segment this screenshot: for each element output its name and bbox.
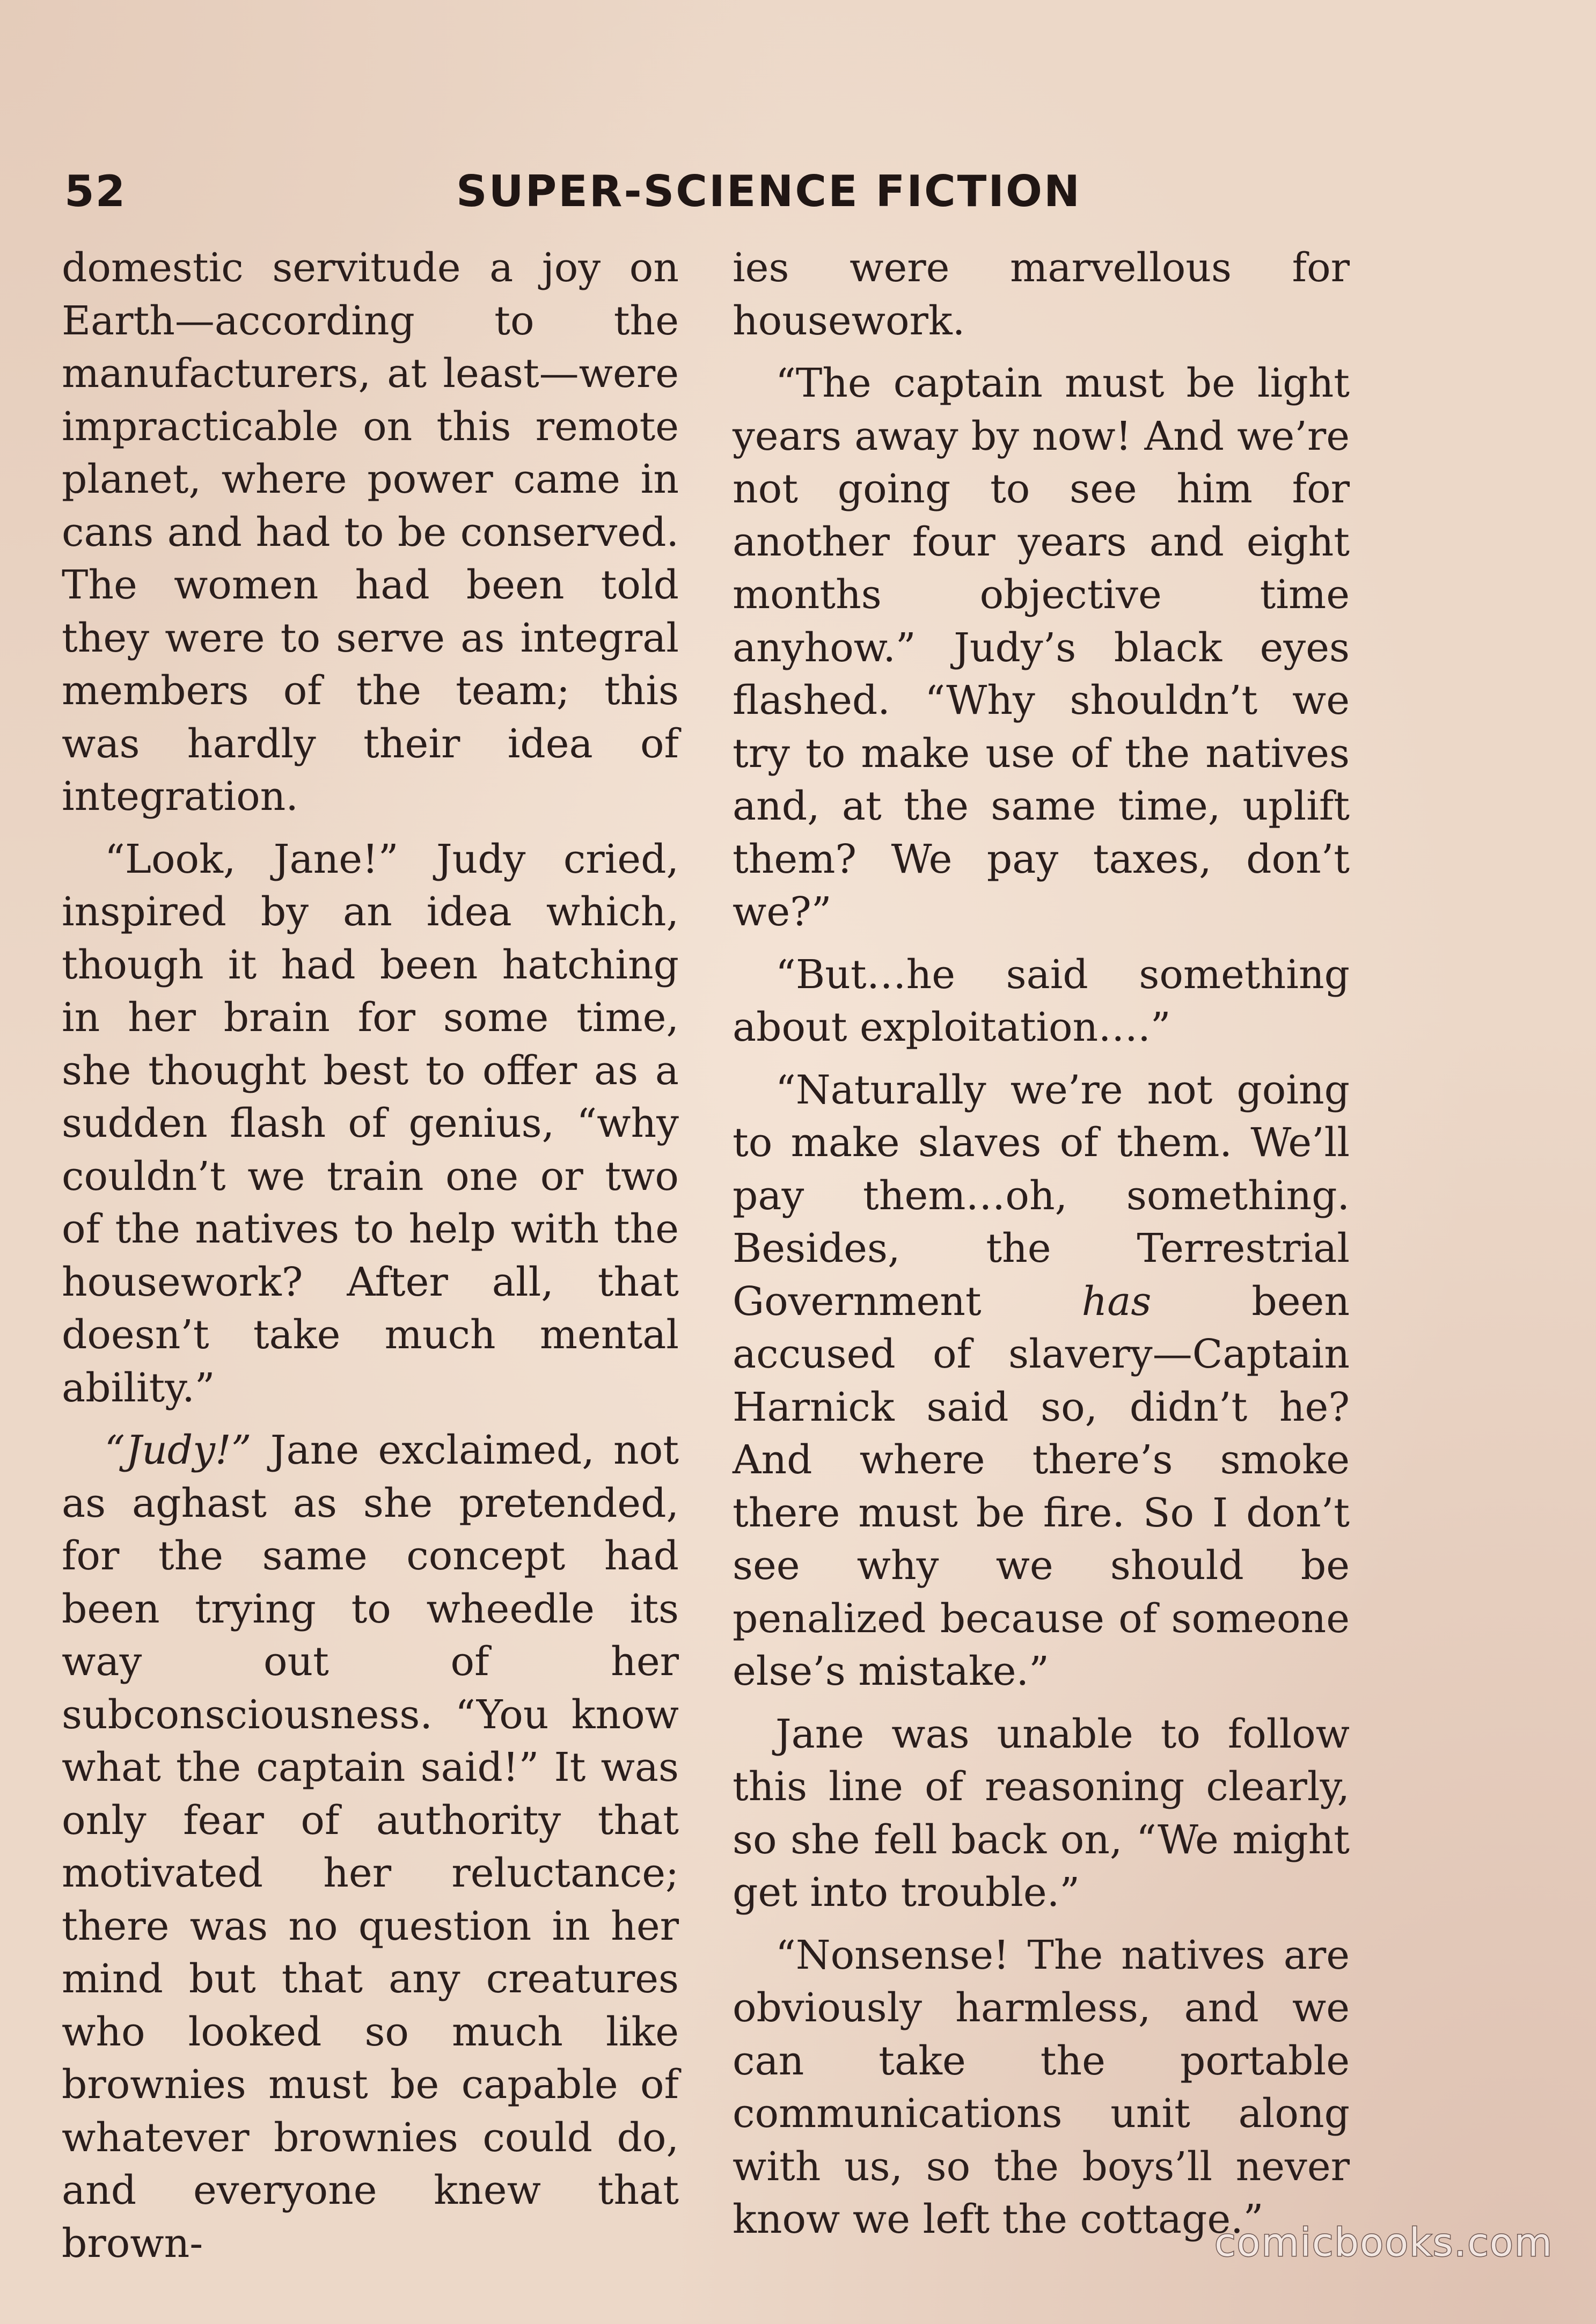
paragraph <box>62 1424 679 2270</box>
paragraph <box>733 1064 1350 1698</box>
paragraph: “But…he said something about exploitation….” <box>733 951 1350 1050</box>
paragraph: “Nonsense! The natives are obviously harmless, and we can take the portable communications unit along with us, so the boys’ll never know we left the cottage.” <box>733 1932 1350 2242</box>
paragraph: Jane was unable to follow this line of reasoning clearly, so she fell back on, “We might get into trouble.” <box>733 1711 1350 1916</box>
paragraph: ies were marvellous for housework. <box>733 245 1350 344</box>
italic-word: has <box>1081 1278 1152 1325</box>
paragraph: “Look, Jane!” Judy cried, inspired by an idea which, though it had been hatching in her brain for some time, she thought best to offer as a sudden flash of genius, “why couldn’t we train one or two of the natives to help with the housework? After all, that doesn’t take much mental ability.” <box>62 836 679 1411</box>
paragraph-text: been accused of slavery—Captain Harnick said so, didn’t he? And where there’s smoke there must be fire. So I don’t see why we should be penalized because of someone else’s mistake.” <box>733 1278 1350 1694</box>
running-head: SUPER-SCIENCE FICTION <box>456 166 1081 216</box>
page-number: 52 <box>64 166 127 216</box>
italic-exclamation: “Judy!” <box>105 1427 252 1473</box>
paragraph: “The captain must be light years away by now! And we’re not going to see him for another four years and eight months objective time anyhow.” Judy’s black eyes flashed. “Why shouldn’t we try to make use of the natives and, at the same time, uplift them? We pay taxes, don’t we?” <box>733 360 1350 935</box>
paragraph-text: Jane exclaimed, not as aghast as she pretended, for the same concept had been trying to wheedle its way out of her subconsciousness. “You know what the captain said!” It was only fear of authority that motivated her reluctance; there was no question in her mind but that any creatures who looked so much like brownies must be capable of whatever brownies could do, and everyone knew that brown- <box>62 1427 679 2267</box>
left-column <box>62 242 679 2270</box>
page-header <box>59 166 1508 231</box>
paragraph: domestic servitude a joy on Earth—according to the manufacturers, at least—were impracticable on this remote planet, where power came in cans and had to be conserved. The women had been told they were to serve as integral members of the team; this was hardly their idea of integration. <box>62 245 679 820</box>
watermark: comicbooks.com <box>1214 2220 1553 2265</box>
right-column <box>733 242 1350 2246</box>
paragraph-text: “Naturally we’re not going to make slaves of them. We’ll pay them…oh, something. Besides, the Terrestrial Government <box>733 1066 1350 1325</box>
